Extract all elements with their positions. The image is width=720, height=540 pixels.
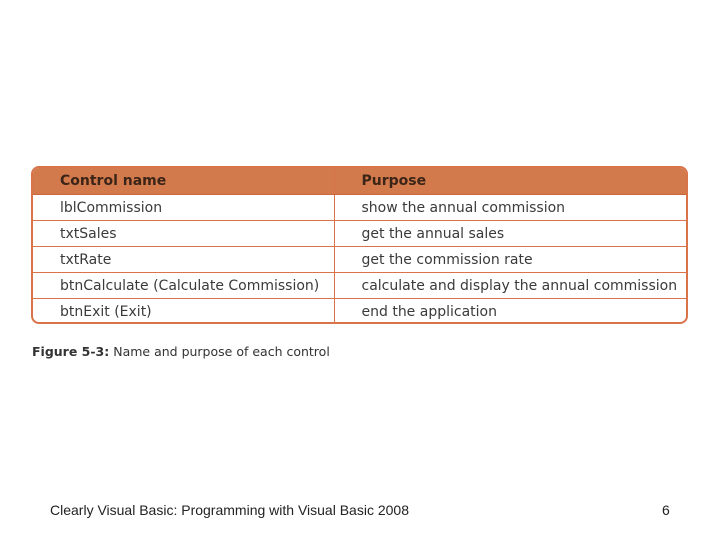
table-row bbox=[33, 273, 686, 299]
page-number: 6 bbox=[662, 502, 670, 518]
table-row bbox=[33, 299, 686, 325]
control-name-cell: btnExit (Exit) bbox=[33, 299, 334, 325]
controls-table bbox=[31, 166, 688, 324]
table-row bbox=[33, 247, 686, 273]
purpose-cell: get the commission rate bbox=[334, 247, 686, 273]
figure-caption bbox=[32, 344, 330, 359]
control-name-cell: lblCommission bbox=[33, 195, 334, 221]
purpose-cell: end the application bbox=[334, 299, 686, 325]
table-row bbox=[33, 221, 686, 247]
header-purpose: Purpose bbox=[334, 168, 686, 195]
purpose-cell: calculate and display the annual commission bbox=[334, 273, 686, 299]
control-name-cell: btnCalculate (Calculate Commission) bbox=[33, 273, 334, 299]
control-name-cell: txtSales bbox=[33, 221, 334, 247]
figure-label: Figure 5-3: bbox=[32, 344, 110, 359]
footer-text: Clearly Visual Basic: Programming with Visual Basic 2008 bbox=[50, 502, 409, 518]
table-header-row bbox=[33, 168, 686, 195]
purpose-cell: get the annual sales bbox=[334, 221, 686, 247]
controls-table-grid bbox=[33, 168, 686, 324]
purpose-cell: show the annual commission bbox=[334, 195, 686, 221]
header-control-name: Control name bbox=[33, 168, 334, 195]
figure-caption-text: Name and purpose of each control bbox=[109, 344, 330, 359]
control-name-cell: txtRate bbox=[33, 247, 334, 273]
table-row bbox=[33, 195, 686, 221]
